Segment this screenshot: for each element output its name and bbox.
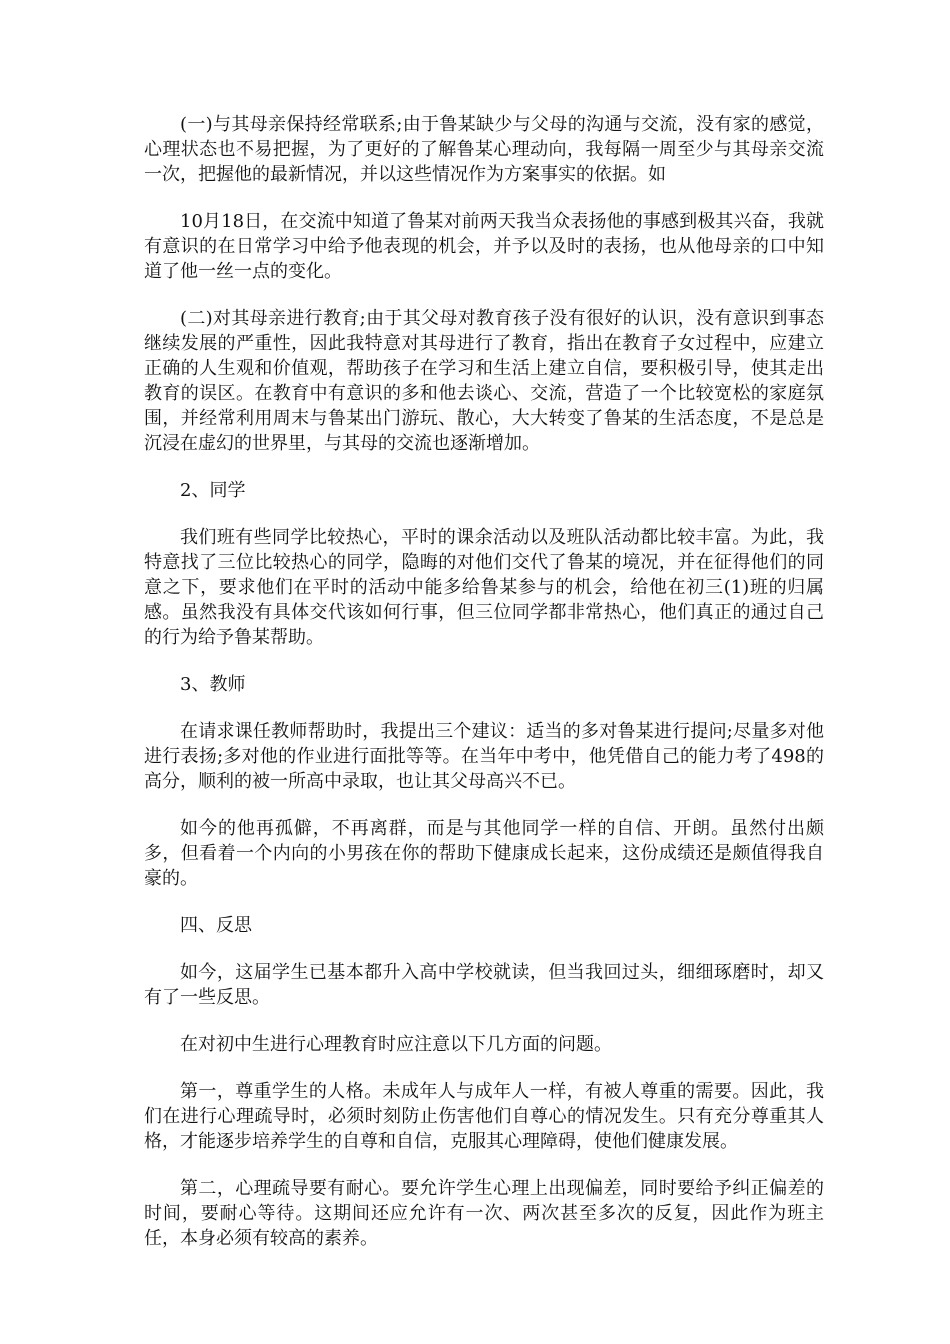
paragraph-classmates: 我们班有些同学比较热心，平时的课余活动以及班队活动都比较丰富。为此，我特意找了三位比较热心的同学，隐晦的对他们交代了鲁某的境况，并在征得他们的同意之下，要求他们在平时的活动中能多给鲁某参与的机会，给他在初三(1)班的归属感。虽然我没有具体交代该如何行事，但三位同学都非常热心，他们真正的通过自己的行为给予鲁某帮助。 <box>144 527 824 648</box>
paragraph-point-two: 第二，心理疏导要有耐心。要允许学生心理上出现偏差，同时要给予纠正偏差的时间，要耐心等待。这期间还应允许有一次、两次甚至多次的反复，因此作为班主任，本身必须有较高的素养。 <box>144 1178 824 1249</box>
section-heading-classmates: 2、同学 <box>180 480 246 501</box>
paragraph-attention-points: 在对初中生进行心理教育时应注意以下几方面的问题。 <box>180 1034 612 1055</box>
paragraph-point-one: 第一，尊重学生的人格。未成年人与成年人一样，有被人尊重的需要。因此，我们在进行心理疏导时，必须时刻防止伤害他们自尊心的情况发生。只有充分尊重其人格，才能逐步培养学生的自尊和自信，克服其心理障碍，使他们健康发展。 <box>144 1081 824 1152</box>
document-page <box>144 112 824 1251</box>
paragraph-reflection-intro: 如今，这届学生已基本都升入高中学校就读，但当我回过头，细细琢磨时，却又有了一些反思。 <box>144 962 824 1008</box>
section-heading-teachers: 3、教师 <box>180 674 246 695</box>
paragraph-teachers: 在请求课任教师帮助时，我提出三个建议：适当的多对鲁某进行提问;尽量多对他进行表扬;多对他的作业进行面批等等。在当年中考中，他凭借自己的能力考了498的高分，顺利的被一所高中录取，也让其父母高兴不已。 <box>144 721 824 792</box>
paragraph-educate-mother: (二)对其母亲进行教育;由于其父母对教育孩子没有很好的认识，没有意识到事态继续发展的严重性，因此我特意对其母进行了教育，指出在教育子女过程中，应建立正确的人生观和价值观，帮助孩子在学习和生活上建立自信，要积极引导，使其走出教育的误区。在教育中有意识的多和他去谈心、交流，营造了一个比较宽松的家庭氛围，并经常利用周末与鲁某出门游玩、散心，大大转变了鲁某的生活态度，不是总是沉浸在虚幻的世界里，与其母的交流也逐渐增加。 <box>144 308 824 454</box>
paragraph-contact-mother: (一)与其母亲保持经常联系;由于鲁某缺少与父母的沟通与交流，没有家的感觉，心理状态也不易把握，为了更好的了解鲁某心理动向，我每隔一周至少与其母亲交流一次，把握他的最新情况，并以这些情况作为方案事实的依据。如 <box>144 114 824 185</box>
section-heading-reflection: 四、反思 <box>180 915 252 936</box>
paragraph-outcome: 如今的他再孤僻，不再离群，而是与其他同学一样的自信、开朗。虽然付出颇多，但看着一个内向的小男孩在你的帮助下健康成长起来，这份成绩还是颇值得我自豪的。 <box>144 818 824 889</box>
paragraph-oct-18: 10月18日，在交流中知道了鲁某对前两天我当众表扬他的事感到极其兴奋，我就有意识的在日常学习中给予他表现的机会，并予以及时的表扬，也从他母亲的口中知道了他一丝一点的变化。 <box>144 211 824 282</box>
